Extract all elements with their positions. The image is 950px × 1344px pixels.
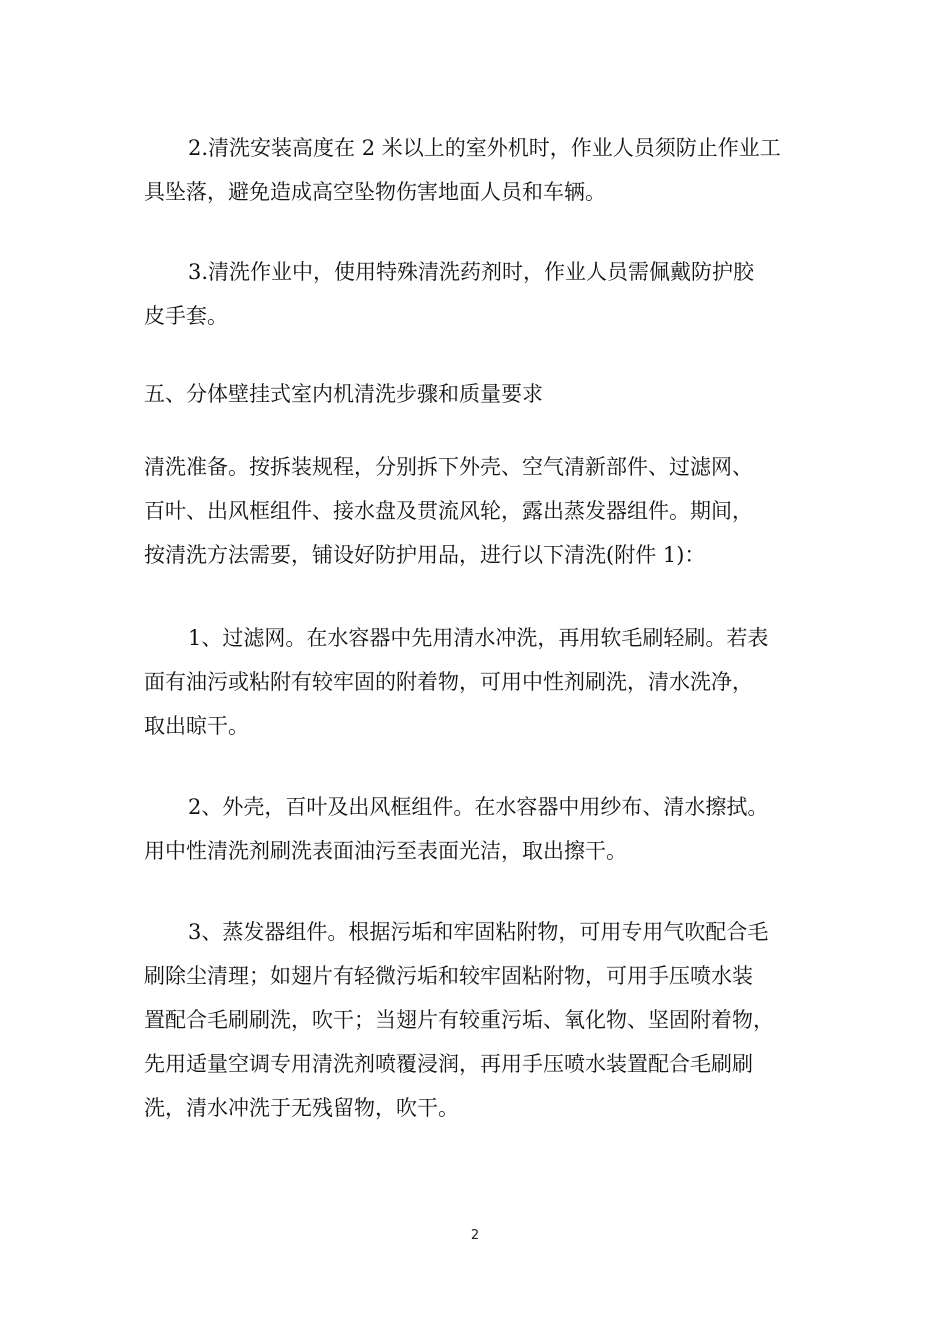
paragraph-line: 百叶、出风框组件、接水盘及贯流风轮，露出蒸发器组件。期间， [144,499,753,523]
paragraph-line: 1、过滤网。在水容器中先用清水冲洗，再用软毛刷轻刷。若表 [188,626,769,650]
paragraph-line: 用中性清洗剂刷洗表面油污至表面光洁，取出擦干。 [144,839,627,863]
section-heading [144,372,809,416]
section-heading-text: 五、分体壁挂式室内机清洗步骤和质量要求 [144,382,543,406]
paragraph-chemical-safety [144,250,809,338]
paragraph-line: 具坠落，避免造成高空坠物伤害地面人员和车辆。 [144,180,606,204]
paragraph-evaporator-cleaning [144,910,809,1130]
paragraph-casing-cleaning [144,785,809,873]
paragraph-line: 清洗准备。按拆装规程，分别拆下外壳、空气清新部件、过滤网、 [144,455,753,479]
paragraph-line: 皮手套。 [144,304,228,328]
paragraph-line: 按清洗方法需要，铺设好防护用品，进行以下清洗(附件 1)： [144,543,706,567]
paragraph-filter-cleaning [144,616,809,748]
paragraph-line: 刷除尘清理；如翅片有轻微污垢和较牢固粘附物，可用手压喷水装 [144,964,753,988]
paragraph-cleaning-preparation [144,445,809,577]
paragraph-line: 取出晾干。 [144,714,249,738]
paragraph-line: 2.清洗安装高度在 2 米以上的室外机时，作业人员须防止作业工 [188,136,781,160]
paragraph-line: 3.清洗作业中，使用特殊清洗药剂时，作业人员需佩戴防护胶 [188,260,755,284]
paragraph-line: 面有油污或粘附有较牢固的附着物，可用中性剂刷洗，清水洗净， [144,670,753,694]
paragraph-line: 2、外壳，百叶及出风框组件。在水容器中用纱布、清水擦拭。 [188,795,769,819]
page-number: 2 [470,1228,480,1243]
paragraph-line: 置配合毛刷刷洗，吹干；当翅片有较重污垢、氧化物、坚固附着物， [144,1008,774,1032]
paragraph-line: 洗，清水冲洗于无残留物，吹干。 [144,1096,459,1120]
paragraph-line: 先用适量空调专用清洗剂喷覆浸润，再用手压喷水装置配合毛刷刷 [144,1052,753,1076]
paragraph-work-at-height [144,126,809,214]
paragraph-line: 3、蒸发器组件。根据污垢和牢固粘附物，可用专用气吹配合毛 [188,920,769,944]
